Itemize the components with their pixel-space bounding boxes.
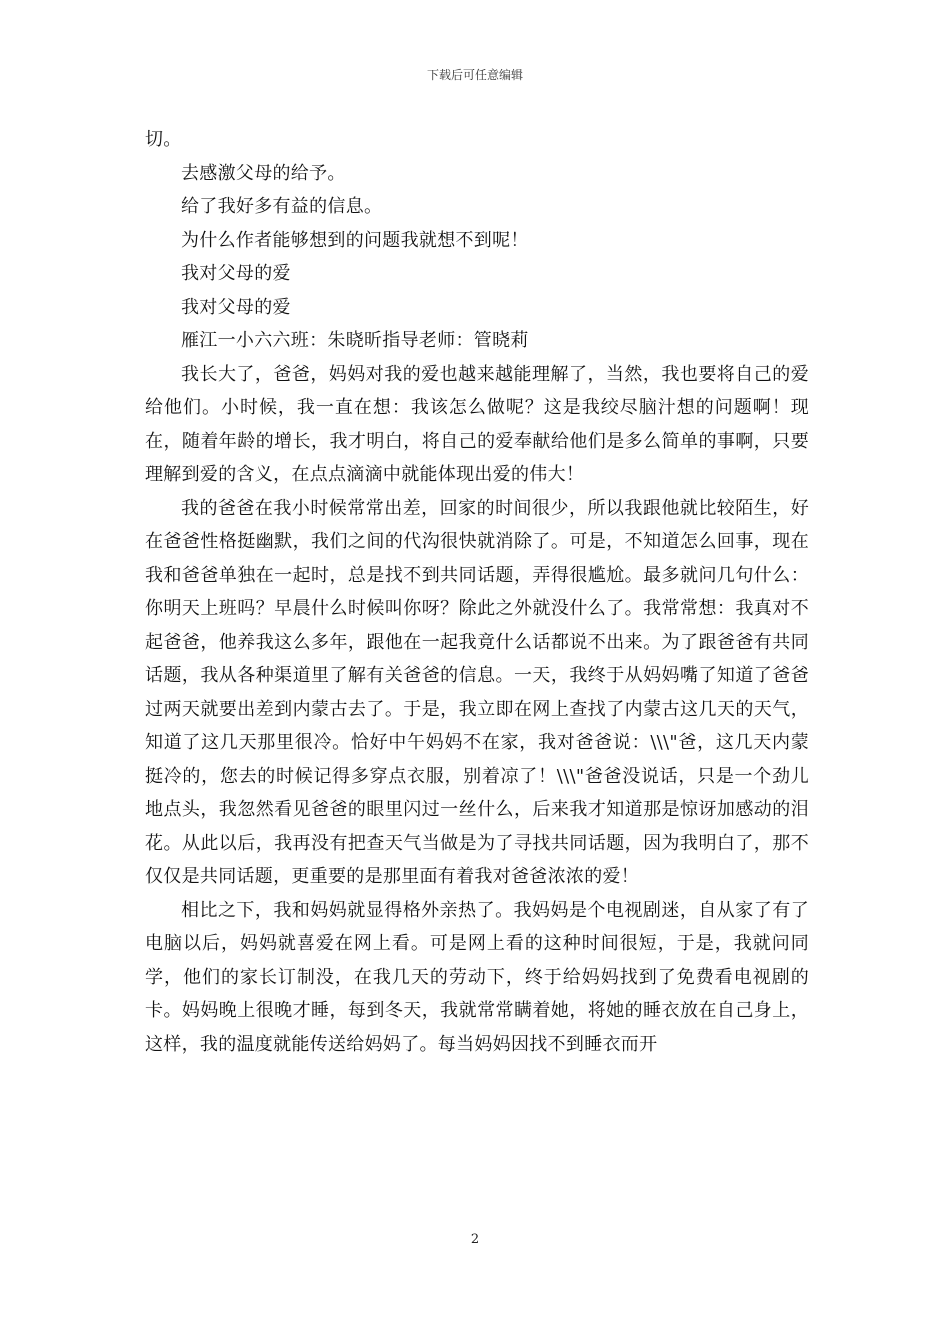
paragraph: 切。 bbox=[145, 129, 182, 150]
page-number: 2 bbox=[470, 1232, 480, 1247]
paragraph: 去感激父母的给予。 bbox=[181, 162, 346, 184]
paragraph: 我长大了，爸爸，妈妈对我的爱也越来越能理解了，当然，我也要将自己的爱给他们。小时候，我一直在想：我该怎么做呢？这是我绞尽脑汁想的问题啊！现在，随着年龄的增长，我才明白，将自己的爱奉献给他们是多么简单的事啊，只要理解到爱的含义，在点点滴滴中就能体现出爱的伟大！ bbox=[145, 363, 809, 485]
paragraph: 给了我好多有益的信息。 bbox=[181, 196, 383, 217]
paragraph: 我的爸爸在我小时候常常出差，回家的时间很少，所以我跟他就比较陌生，好在爸爸性格挺幽默，我们之间的代沟很快就消除了。可是，不知道怎么回事，现在我和爸爸单独在一起时，总是找不到共同话题，弄得很尴尬。最多就问几句什么：你明天上班吗？早晨什么时候叫你呀？除此之外就没什么了。我常常想：我真对不起爸爸，他养我这么多年，跟他在一起我竟什么话都说不出来。为了跟爸爸有共同话题，我从各种渠道里了解有关爸爸的信息。一天，我终于从妈妈嘴了知道了爸爸过两天就要出差到内蒙古去了。于是，我立即在网上查找了内蒙古这几天的天气，知道了这几天那里很冷。恰好中午妈妈不在家，我对爸爸说：\\\"爸，这几天内蒙挺冷的，您去的时候记得多穿点衣服，别着凉了！\\\"爸爸没说话，只是一个劲儿地点头，我忽然看见爸爸的眼里闪过一丝什么，后来我才知道那是惊讶加感动的泪花。从此以后，我再没有把查天气当做是为了寻找共同话题，因为我明白了，那不仅仅是共同话题，更重要的是那里面有着我对爸爸浓浓的爱！ bbox=[145, 497, 809, 887]
page-header: 下载后可任意编辑 bbox=[426, 68, 523, 82]
paragraph: 相比之下，我和妈妈就显得格外亲热了。我妈妈是个电视剧迷，自从家了有了电脑以后，妈妈就喜爱在网上看。可是网上看的这种时间很短，于是，我就问同学，他们的家长订制没，在我几天的劳动下，终于给妈妈找到了免费看电视剧的卡。妈妈晚上很晚才睡，每到冬天，我就常常瞒着她，将她的睡衣放在自己身上，这样，我的温度就能传送给妈妈了。每当妈妈因找不到睡衣而开 bbox=[145, 899, 809, 1055]
document-body bbox=[145, 123, 809, 1061]
essay-title: 我对父母的爱 bbox=[181, 263, 291, 284]
paragraph: 为什么作者能够想到的问题我就想不到呢！ bbox=[181, 229, 529, 251]
author-line: 雁江一小六六班：朱晓昕指导老师：管晓莉 bbox=[181, 330, 529, 351]
essay-title: 我对父母的爱 bbox=[181, 296, 291, 318]
